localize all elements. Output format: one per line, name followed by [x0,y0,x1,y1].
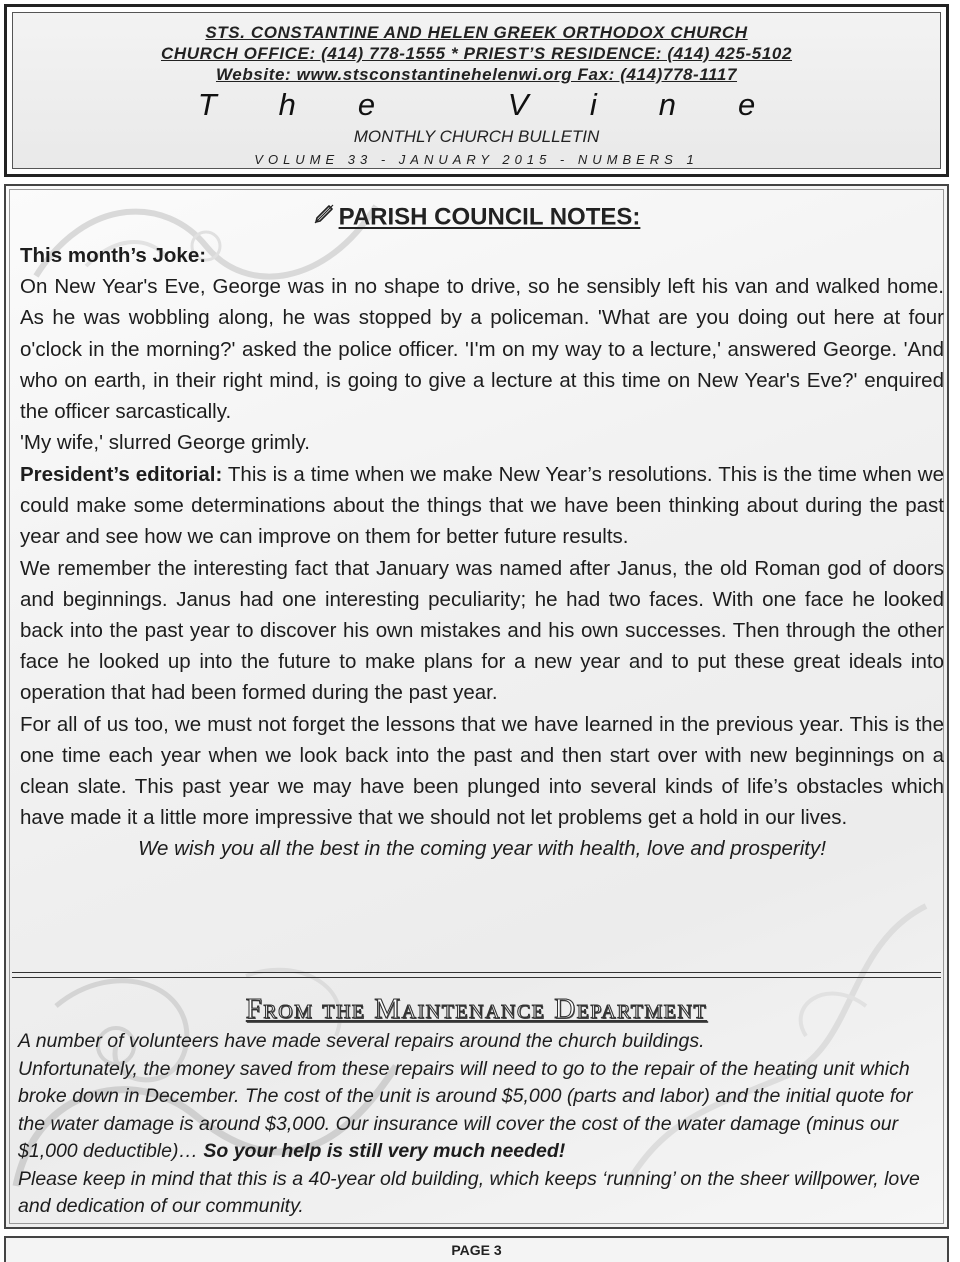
editorial-paragraph-3: For all of us too, we must not forget the lessons that we have learned in the previous year. This is the one time each year when we look back into the past and then start over with new beginnings on a clean slate. This past year we may have been plunged into several kinds of life’s obstacles which have made it a little more impressive that we should not let problems get a hold in our lives. [20,712,944,830]
joke-section [20,240,944,458]
maintenance-emphasis: So your help is still very much needed! [203,1140,566,1162]
pen-icon [313,203,335,233]
joke-label: This month’s Joke: [20,244,207,267]
content-panel [4,184,949,1229]
closing-wish: We wish you all the best in the coming year with health, love and prosperity! [138,837,826,861]
editorial-label: President’s editorial: [20,463,223,486]
editorial-section [20,459,944,865]
maintenance-line-1: A number of volunteers have made several repairs around the church buildings. [18,1030,705,1052]
editorial-paragraph-1: This is a time when we make New Year’s resolutions. This is the time when we could make some determinations about the things that we have been thinking about during the past year and see how we can improve on them for better future results. [20,463,944,549]
joke-text: On New Year's Eve, George was in no shape to drive, so he sensibly left his van and walked home. As he was wobbling along, he was stopped by a policeman. 'What are you doing out here at four o'clock in the morning?' asked the police officer. 'I'm on my way to a lecture,' answered George. 'And who on earth, in their right mind, is going to give a lecture at this time on New Year's Eve?' enquired the officer sarcastically. [20,275,944,424]
page-number: PAGE 3 [451,1242,502,1258]
volume-line: VOLUME 33 - JANUARY 2015 - NUMBERS 1 [254,152,699,167]
office-phone-line: CHURCH OFFICE: (414) 778-1555 * PRIEST’S RESIDENCE: (414) 425-5102 [160,44,793,63]
maintenance-line-3: Please keep in mind that this is a 40-year old building, which keeps ‘running’ on the sheer willpower, love and dedication of our community. [18,1167,920,1217]
editorial-paragraph-2: We remember the interesting fact that January was named after Janus, the old Roman god of doors and beginnings. Janus had one interesting peculiarity; he had two faces. With one face he looked back into the past year to discover his own mistakes and his own successes. Then through the other face he looked up into the future to make plans for a new year and to put these great ideals into operation that had been formed during the past year. [20,556,944,705]
masthead [4,4,949,177]
parish-council-title: PARISH COUNCIL NOTES: [338,203,641,231]
section-divider-top [12,972,941,973]
parish-council-heading [6,202,947,233]
maintenance-section [18,1028,942,1221]
maintenance-heading: From the Maintenance Department [245,993,708,1025]
page-footer [4,1236,949,1262]
bulletin-title: The Vine [197,87,818,122]
section-divider-bottom [12,977,941,978]
maintenance-line-2: Unfortunately, the money saved from these repairs will need to go to the repair of the heating unit which broke down in December. The cost of the unit is around $5,000 (parts and labor) and the initial quote for the water damage is around $3,000. Our insurance will cover the cost of the water damage (minus our $1,000 deductible)… [18,1057,913,1162]
masthead-panel [12,12,941,169]
joke-punchline: 'My wife,' slurred George grimly. [20,431,310,455]
church-name: STS. CONSTANTINE AND HELEN GREEK ORTHODOX CHURCH [205,23,748,42]
bulletin-subtitle: MONTHLY CHURCH BULLETIN [353,127,600,146]
website-fax-line: Website: www.stsconstantinehelenwi.org Fax: (414)778-1117 [215,65,738,84]
